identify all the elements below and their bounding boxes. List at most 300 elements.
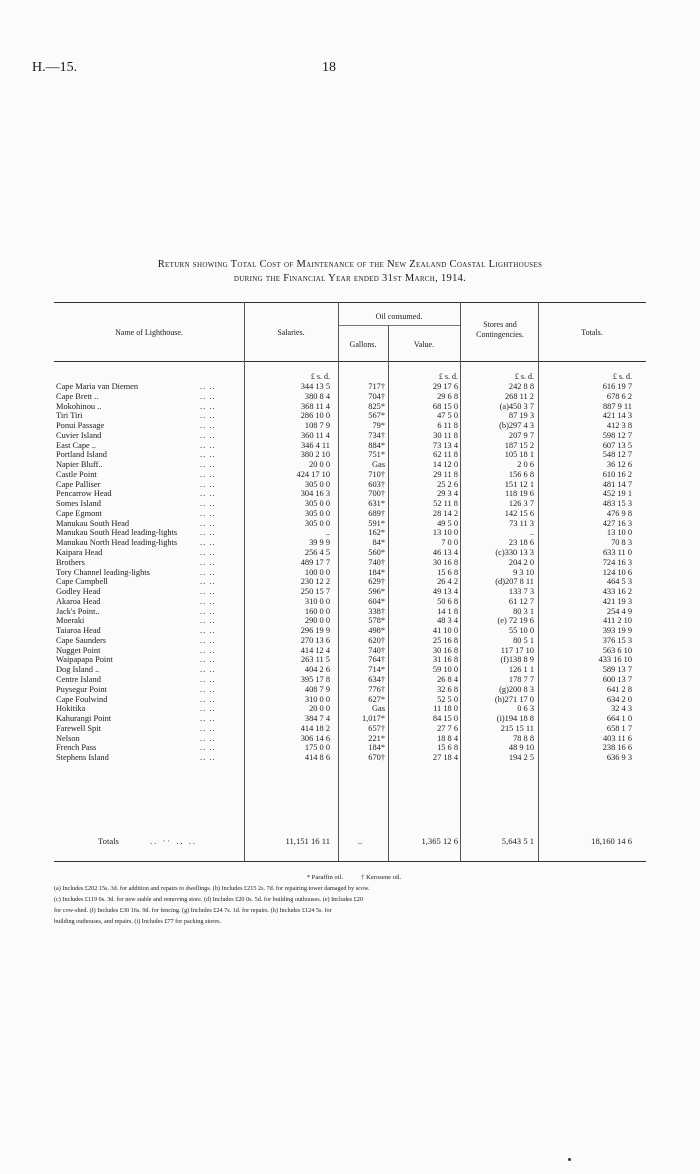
table-row (0, 646, 700, 656)
lighthouse-name: Moeraki (56, 616, 85, 626)
leader-dots: .. .. (200, 382, 216, 391)
salaries-cell: 414 8 6 (304, 753, 330, 763)
leader-dots: .. .. (200, 723, 216, 733)
salaries-cell: 263 11 5 (300, 655, 330, 665)
leader-dots: .. .. (200, 587, 216, 597)
gallons-cell: 710† (368, 469, 385, 479)
table-row (0, 431, 700, 441)
lighthouse-name: Kaipara Head (56, 548, 103, 558)
lighthouse-name: Cape Maria van Diemen (56, 382, 139, 391)
table-row (0, 587, 700, 597)
table-row (0, 577, 700, 587)
totals-gallons: .. (357, 836, 363, 846)
stores-cell: (e) 72 19 6 (497, 616, 534, 626)
oil-value-cell: 62 11 8 (433, 450, 458, 460)
salaries-cell: 20 0 0 (309, 460, 330, 470)
footnote-line-1: (a) Includes £202 15s. 3d. for addition and repairs to dwellings. (b) Includes £215 2s. 7d. for repairing tower damaged by scow. (54, 885, 370, 892)
stores-cell: (c)330 13 3 (495, 548, 534, 558)
total-cell: 658 1 7 (606, 723, 632, 733)
lighthouse-name: Cape Foulwind (56, 694, 108, 704)
key-kerosene: † Kerosene oil. (361, 874, 402, 881)
lighthouse-name: Pencarrow Head (56, 489, 112, 499)
gallons-cell: 567* (368, 411, 385, 421)
stores-cell: 48 9 10 (508, 743, 534, 753)
total-cell: 13 10 0 (606, 528, 632, 538)
leader-dots: .. .. (200, 421, 216, 431)
lighthouse-name: Cape Brett .. (56, 391, 99, 401)
lighthouse-name: Manukau South Head leading-lights (56, 528, 178, 538)
oil-header-rule (338, 325, 460, 326)
col-value-heading: Value. (413, 340, 435, 349)
gallons-cell: 776† (368, 684, 385, 694)
salaries-cell: 424 17 10 (296, 469, 330, 479)
gallons-cell: 1,017* (361, 714, 385, 724)
stores-cell: (i)194 18 8 (496, 714, 534, 724)
total-cell: 724 16 3 (602, 557, 632, 567)
gallons-cell: 734† (368, 430, 385, 440)
table-row (0, 392, 700, 402)
salaries-cell: 489 17 7 (300, 557, 330, 567)
leader-dots: .. .. (200, 440, 216, 450)
oil-value-cell: 47 5 0 (437, 411, 458, 421)
stores-cell: (f)138 8 9 (500, 655, 534, 665)
salaries-cell: 100 0 0 (304, 567, 330, 577)
total-cell: 238 16 6 (602, 743, 632, 753)
units-stores: £ s. d. (514, 372, 534, 381)
footnotes (54, 872, 654, 927)
totals-value: 1,365 12 6 (421, 836, 458, 846)
oil-value-cell: 59 10 0 (432, 665, 458, 675)
col-salaries-heading: Salaries. (277, 328, 305, 337)
stores-cell: 133 7 3 (508, 587, 534, 597)
table-row (0, 616, 700, 626)
total-cell: 607 13 5 (602, 440, 632, 450)
salaries-cell: 250 15 7 (300, 587, 330, 597)
table-row (0, 558, 700, 568)
oil-value-cell: 25 16 8 (432, 635, 458, 645)
gallons-cell: 84* (372, 538, 385, 548)
report-reference: H.—15. (32, 60, 78, 75)
oil-value-cell: 52 11 8 (433, 499, 458, 509)
oil-value-cell: 52 5 0 (437, 694, 458, 704)
lighthouse-name: Tiri Tiri (56, 411, 83, 421)
salaries-cell: 39 9 9 (309, 538, 330, 548)
leader-dots: .. .. (200, 499, 216, 509)
oil-value-cell: 30 11 8 (433, 430, 458, 440)
units-value: £ s. d. (438, 372, 458, 381)
oil-value-cell: 25 2 6 (437, 479, 458, 489)
salaries-cell: 108 7 9 (304, 421, 330, 431)
total-cell: 32 4 3 (611, 704, 632, 714)
salaries-cell: 380 2 10 (300, 450, 330, 460)
salaries-cell: .. (325, 528, 330, 538)
lighthouse-name: Cape Saunders (56, 635, 107, 645)
gallons-cell: 764† (368, 655, 385, 665)
stores-cell: 0 6 3 (517, 704, 534, 714)
oil-value-cell: 26 4 2 (437, 577, 458, 587)
total-cell: 887 9 11 (602, 401, 632, 411)
lighthouse-name: Godley Head (56, 587, 101, 597)
total-cell: 403 11 6 (602, 733, 632, 743)
lighthouse-name: Castle Point (56, 469, 97, 479)
leader-dots: .. .. (200, 469, 216, 479)
oil-value-cell: 50 6 8 (437, 596, 458, 606)
table-row (0, 499, 700, 509)
table-row (0, 509, 700, 519)
totals-label: Totals (98, 836, 119, 846)
col-totals-heading: Totals. (581, 328, 603, 337)
leader-dots: .. .. (200, 655, 216, 665)
gallons-cell: 603† (368, 479, 385, 489)
gallons-cell: 634† (368, 674, 385, 684)
stores-cell: 268 11 2 (504, 391, 534, 401)
oil-value-cell: 30 16 8 (432, 557, 458, 567)
lighthouse-name: Cape Egmont (56, 508, 102, 518)
oil-value-cell: 29 17 6 (432, 382, 458, 391)
total-cell: 610 16 2 (602, 469, 632, 479)
total-cell: 664 1 0 (606, 714, 632, 724)
salaries-cell: 368 11 4 (300, 401, 330, 411)
lighthouse-name: Somes Island (56, 499, 101, 509)
totals-rule (54, 861, 646, 862)
leader-dots: .. .. (200, 674, 216, 684)
stores-cell: 126 1 1 (508, 665, 534, 675)
table-row (0, 411, 700, 421)
total-cell: 548 12 7 (602, 450, 632, 460)
oil-value-cell: 73 13 4 (432, 440, 458, 450)
salaries-cell: 20 0 0 (309, 704, 330, 714)
salaries-cell: 160 0 0 (304, 606, 330, 616)
total-cell: 563 6 10 (602, 645, 632, 655)
oil-value-cell: 14 12 0 (432, 460, 458, 470)
lighthouse-name: Waipapapa Point (56, 655, 113, 665)
total-cell: 481 14 7 (602, 479, 632, 489)
stores-cell: 23 18 6 (508, 538, 534, 548)
total-cell: 483 15 3 (602, 499, 632, 509)
stores-cell: 151 12 1 (504, 479, 534, 489)
stores-cell: (d)207 8 11 (495, 577, 534, 587)
lighthouse-name: Ponui Passage (56, 421, 105, 431)
stores-cell: 9 3 10 (513, 567, 534, 577)
salaries-cell: 380 8 4 (304, 391, 330, 401)
table-top-rule (54, 302, 646, 303)
lighthouse-name: French Pass (56, 743, 97, 753)
salaries-cell: 346 4 11 (300, 440, 330, 450)
oil-value-cell: 11 18 0 (433, 704, 458, 714)
footnote-line-4: building outhouses, and repairs. (i) Includes £77 for packing stores. (54, 918, 222, 925)
leader-dots: .. .. (200, 430, 216, 440)
lighthouse-name: Cape Palliser (56, 479, 101, 489)
title-line-2: during the Financial Year ended 31st March, 1914. (233, 273, 467, 284)
leader-dots: .. .. (200, 753, 216, 763)
total-cell: 678 6 2 (606, 391, 632, 401)
leader-dots: .. .. (200, 714, 216, 724)
lighthouse-name: Tory Channel leading-lights (56, 567, 150, 577)
lighthouse-name: Nelson (56, 733, 80, 743)
total-cell: 600 13 7 (602, 674, 632, 684)
gallons-cell: 670† (368, 753, 385, 763)
total-cell: 433 16 2 (602, 587, 632, 597)
oil-value-cell: 49 5 0 (437, 518, 458, 528)
gallons-cell: 578* (368, 616, 385, 626)
gallons-cell: 596* (368, 587, 385, 597)
oil-value-cell: 15 6 8 (437, 567, 458, 577)
stores-cell: 242 8 8 (508, 382, 534, 391)
total-cell: 412 3 8 (606, 421, 632, 431)
table-row (0, 450, 700, 460)
oil-value-cell: 7 0 0 (441, 538, 458, 548)
lighthouse-name: East Cape .. (56, 440, 97, 450)
oil-value-cell: 31 16 8 (432, 655, 458, 665)
total-cell: 616 19 7 (602, 382, 632, 391)
stores-cell: 105 18 1 (504, 450, 534, 460)
total-cell: 641 2 8 (606, 684, 632, 694)
table-row (0, 665, 700, 675)
table-row (0, 441, 700, 451)
table-row (0, 695, 700, 705)
lighthouse-name: Cape Campbell (56, 577, 108, 587)
gallons-cell: 620† (368, 635, 385, 645)
salaries-cell: 304 16 3 (300, 489, 330, 499)
oil-value-cell: 27 7 6 (437, 723, 458, 733)
oil-value-cell: 49 13 4 (432, 587, 458, 597)
gallons-cell: 689† (368, 508, 385, 518)
col-gallons-heading: Gallons. (349, 340, 377, 349)
total-cell: 124 10 6 (602, 567, 632, 577)
stores-cell: 126 3 7 (508, 499, 534, 509)
leader-dots: .. .. (200, 479, 216, 489)
leader-dots: .. .. (200, 489, 216, 499)
gallons-cell: 704† (368, 391, 385, 401)
print-mark (568, 1158, 571, 1161)
lighthouse-name: Stephens Island (56, 753, 109, 763)
lighthouse-name: Nugget Point (56, 645, 101, 655)
table-row (0, 568, 700, 578)
gallons-cell: 627* (368, 694, 385, 704)
leader-dots: .. .. (200, 645, 216, 655)
lighthouse-name: Dog Island .. (56, 665, 100, 675)
leader-dots: .. .. (200, 538, 216, 548)
oil-value-cell: 6 11 8 (437, 421, 458, 431)
stores-cell: (g)200 8 3 (499, 684, 534, 694)
col-oil-heading: Oil consumed. (375, 312, 423, 321)
table-row (0, 538, 700, 548)
stores-cell: (a)450 3 7 (499, 401, 534, 411)
stores-cell: (b)297 4 3 (499, 421, 534, 431)
table-row (0, 470, 700, 480)
salaries-cell: 384 7 4 (304, 714, 330, 724)
gallons-cell: 700† (368, 489, 385, 499)
table-row (0, 743, 700, 753)
leader-dots: .. .. (200, 548, 216, 558)
totals-stores: 5,643 5 1 (501, 836, 534, 846)
salaries-cell: 414 18 2 (300, 723, 330, 733)
oil-value-cell: 14 1 8 (437, 606, 458, 616)
leader-dots: .. .. (200, 596, 216, 606)
gallons-cell: Gas (371, 460, 385, 470)
salaries-cell: 408 7 9 (304, 684, 330, 694)
oil-value-cell: 46 13 4 (432, 548, 458, 558)
stores-cell: 87 19 3 (508, 411, 534, 421)
footnote-line-3: for cow-shed. (f) Includes £30 16s. 9d. for fencing. (g) Includes £24 7s. 1d. for repairs. (h) Includes £124 5s. for (54, 907, 332, 914)
oil-value-cell: 41 10 0 (432, 626, 458, 636)
table-row (0, 675, 700, 685)
total-cell: 254 4 9 (606, 606, 632, 616)
table-row (0, 607, 700, 617)
oil-value-cell: 15 6 8 (437, 743, 458, 753)
gallons-cell: 604* (368, 596, 385, 606)
oil-value-cell: 18 8 4 (437, 733, 458, 743)
stores-cell: 142 15 6 (504, 508, 534, 518)
salaries-cell: 310 0 0 (304, 596, 330, 606)
salaries-cell: 344 13 5 (300, 382, 330, 391)
stores-cell: 207 9 7 (508, 430, 534, 440)
table-row (0, 480, 700, 490)
total-cell: 376 15 3 (602, 635, 632, 645)
totals-dots: .. ·· .. .. (150, 836, 198, 846)
leader-dots: .. .. (200, 694, 216, 704)
oil-value-cell: 26 8 4 (437, 674, 458, 684)
salaries-cell: 256 4 5 (304, 548, 330, 558)
leader-dots: .. .. (200, 665, 216, 675)
totals-row (0, 836, 700, 848)
leader-dots: .. .. (200, 411, 216, 421)
lighthouse-name: Akaroa Head (56, 596, 101, 606)
units-totals: £ s. d. (612, 372, 632, 381)
total-cell: 393 19 9 (602, 626, 632, 636)
gallons-cell: 740† (368, 645, 385, 655)
lighthouse-name: Napier Bluff.. (56, 460, 103, 470)
total-cell: 411 2 10 (602, 616, 632, 626)
stores-cell: 178 7 7 (508, 674, 534, 684)
stores-cell: (h)271 17 0 (494, 694, 534, 704)
total-cell: 427 16 3 (602, 518, 632, 528)
salaries-cell: 414 12 4 (300, 645, 330, 655)
lighthouse-name: Jack's Point.. (56, 606, 100, 616)
total-cell: 433 16 10 (598, 655, 632, 665)
total-cell: 589 13 7 (602, 665, 632, 675)
stores-cell: 117 17 10 (500, 645, 534, 655)
lighthouse-name: Mokohinou .. (56, 401, 102, 411)
total-cell: 636 9 3 (606, 753, 632, 763)
lighthouse-name: Hokitika (56, 704, 86, 714)
footnote-line-2: (c) Includes £119 0s. 3d. for new stable and removing store. (d) Includes £20 0s. 5d. for building outhouses. (e) Includes £20 (54, 896, 363, 903)
oil-value-cell: 27 18 4 (432, 753, 458, 763)
table-row (0, 489, 700, 499)
leader-dots: .. .. (200, 616, 216, 626)
stores-cell: 156 6 8 (508, 469, 534, 479)
lighthouse-name: Centre Island (56, 674, 101, 684)
total-cell: 634 2 0 (606, 694, 632, 704)
total-cell: 633 11 0 (602, 548, 632, 558)
leader-dots: .. .. (200, 704, 216, 714)
stores-cell: 187 15 2 (504, 440, 534, 450)
gallons-cell: 751* (368, 450, 385, 460)
leader-dots: .. .. (200, 567, 216, 577)
salaries-cell: 305 0 0 (304, 518, 330, 528)
table-row (0, 636, 700, 646)
salaries-cell: 286 10 0 (300, 411, 330, 421)
oil-value-cell: 68 15 0 (432, 401, 458, 411)
oil-value-cell: 13 10 0 (432, 528, 458, 538)
total-cell: 452 19 1 (602, 489, 632, 499)
stores-cell: 2 0 6 (517, 460, 534, 470)
salaries-cell: 175 0 0 (304, 743, 330, 753)
leader-dots: .. .. (200, 460, 216, 470)
salaries-cell: 306 14 6 (300, 733, 330, 743)
gallons-cell: 740† (368, 557, 385, 567)
stores-cell: 73 11 3 (509, 518, 534, 528)
leader-dots: .. .. (200, 577, 216, 587)
salaries-cell: 305 0 0 (304, 508, 330, 518)
total-cell: 70 8 3 (611, 538, 632, 548)
totals-total: 18,160 14 6 (591, 836, 632, 846)
lighthouse-name: Puysegur Point (56, 684, 107, 694)
table-row (0, 548, 700, 558)
leader-dots: .. .. (200, 684, 216, 694)
oil-value-cell: 30 16 8 (432, 645, 458, 655)
gallons-cell: 717† (368, 382, 385, 391)
table-title (40, 258, 660, 286)
gallons-cell: 79* (372, 421, 385, 431)
gallons-cell: 714* (368, 665, 385, 675)
salaries-cell: 230 12 2 (300, 577, 330, 587)
total-cell: 476 9 8 (606, 508, 632, 518)
leader-dots: .. .. (200, 733, 216, 743)
table-row (0, 753, 700, 763)
gallons-cell: 629† (368, 577, 385, 587)
stores-cell: .. (529, 528, 534, 538)
salaries-cell: 296 19 9 (300, 626, 330, 636)
lighthouse-name: Taiaroa Head (56, 626, 101, 636)
total-cell: 421 19 3 (602, 596, 632, 606)
leader-dots: .. .. (200, 557, 216, 567)
header-bottom-rule (54, 361, 646, 362)
gallons-cell: 338† (368, 606, 385, 616)
gallons-cell: 498* (368, 626, 385, 636)
salaries-cell: 305 0 0 (304, 499, 330, 509)
lighthouse-name: Kahurangi Point (56, 714, 112, 724)
units-salaries: £ s. d. (310, 372, 330, 381)
gallons-cell: 184* (368, 567, 385, 577)
leader-dots: .. .. (200, 528, 216, 538)
table-row (0, 402, 700, 412)
gallons-cell: 825* (368, 401, 385, 411)
gallons-cell: 560* (368, 548, 385, 558)
leader-dots: .. .. (200, 626, 216, 636)
oil-value-cell: 29 11 8 (433, 469, 458, 479)
oil-value-cell: 84 15 0 (432, 714, 458, 724)
lighthouse-name: Manukau North Head leading-lights (56, 538, 178, 548)
table-row (0, 704, 700, 714)
table-row (0, 528, 700, 538)
salaries-cell: 310 0 0 (304, 694, 330, 704)
table-row (0, 626, 700, 636)
stores-cell: 194 2 5 (508, 753, 534, 763)
salaries-cell: 305 0 0 (304, 479, 330, 489)
table-row (0, 421, 700, 431)
table-row (0, 382, 700, 392)
col-stores-heading: Stores and Contingencies. (476, 320, 524, 339)
stores-cell: 204 2 0 (508, 557, 534, 567)
oil-key (54, 872, 654, 883)
salaries-cell: 270 13 6 (300, 635, 330, 645)
gallons-cell: 884* (368, 440, 385, 450)
lighthouse-name: Portland Island (56, 450, 107, 460)
lighthouse-name: Farewell Spit (56, 723, 101, 733)
stores-cell: 215 15 11 (500, 723, 534, 733)
table-row (0, 724, 700, 734)
